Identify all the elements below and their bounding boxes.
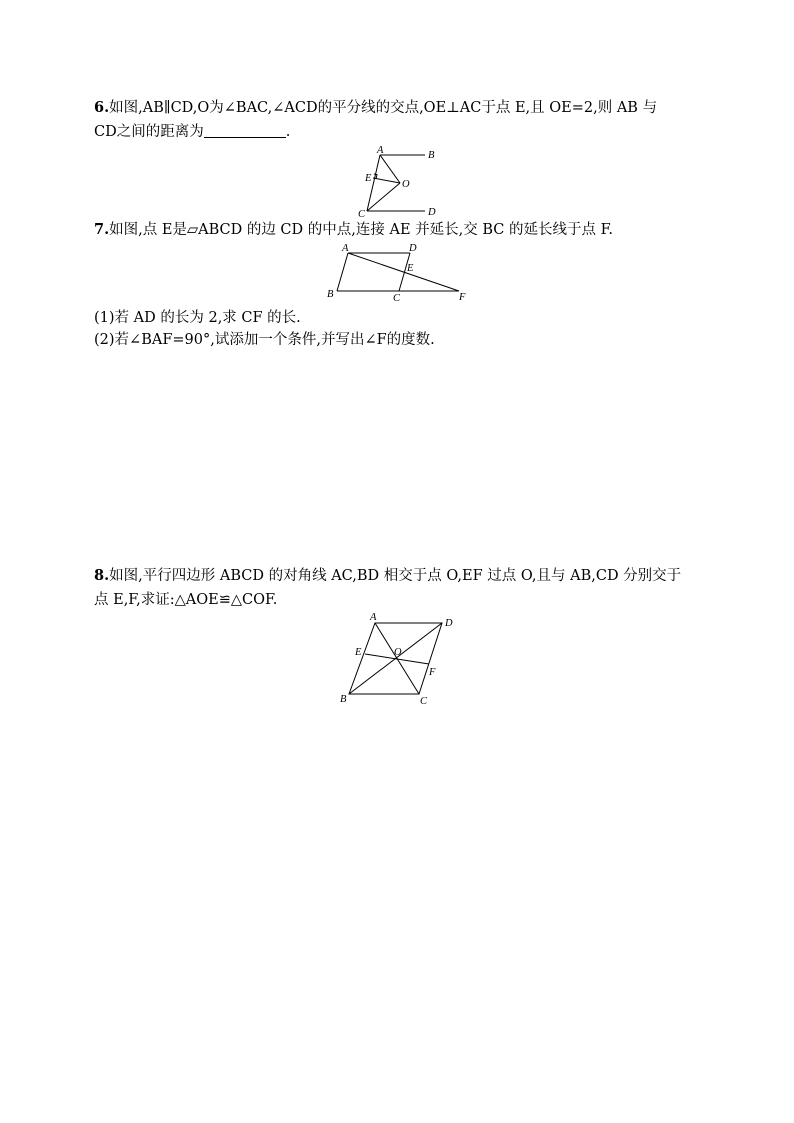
problem-7-number: 7. [94, 221, 110, 238]
problem-8-line-1 [94, 566, 681, 586]
label-8-F: F [429, 667, 436, 678]
problem-6-text: 如图,AB∥CD,O为∠BAC,∠ACD的平分线的交点,OE⊥AC于点 E,且 OE=2,则 AB 与 [109, 100, 658, 116]
problem-7-sub-1: (1)若 AD 的长为 2,求 CF 的长. [94, 310, 301, 326]
figure-8 [333, 610, 463, 708]
label-8-O: O [394, 647, 402, 658]
problem-8-line-2: 点 E,F,求证:△AOE≌△COF. [94, 592, 278, 608]
label-7-B: B [327, 289, 334, 300]
label-8-B: B [340, 694, 347, 705]
problem-6-line-2 [94, 122, 290, 142]
label-6-C: C [358, 209, 366, 218]
problem-8-number: 8. [94, 567, 110, 584]
problem-8-text: 如图,平行四边形 ABCD 的对角线 AC,BD 相交于点 O,EF 过点 O,且与 AB,CD 分别交于 [109, 568, 682, 584]
problem-7-sub-2: (2)若∠BAF=90°,试添加一个条件,并写出∠F的度数. [94, 332, 435, 348]
label-6-B: B [428, 150, 435, 161]
problem-6-number: 6. [94, 99, 110, 116]
label-7-D: D [409, 243, 417, 254]
label-8-C: C [420, 696, 428, 707]
answer-blank[interactable] [204, 123, 286, 138]
label-6-E: E [365, 173, 372, 184]
problem-6-period: . [285, 124, 291, 140]
label-7-F: F [459, 292, 466, 303]
label-7-C: C [393, 293, 401, 304]
problem-6-text-2: CD之间的距离为 [94, 124, 204, 140]
label-8-E: E [355, 647, 362, 658]
label-6-O: O [402, 179, 410, 190]
problem-7-text: 如图,点 E是▱ABCD 的边 CD 的中点,连接 AE 并延长,交 BC 的延长线于点 F. [109, 222, 614, 238]
problem-7-line-1 [94, 220, 613, 240]
label-8-A: A [370, 612, 377, 623]
label-6-A: A [377, 145, 384, 156]
label-7-A: A [342, 243, 349, 254]
figure-6 [355, 143, 450, 218]
label-7-E: E [407, 263, 414, 274]
problem-6-line-1 [94, 98, 657, 118]
label-8-D: D [445, 618, 453, 629]
figure-7 [324, 242, 474, 304]
label-6-D: D [428, 207, 436, 218]
